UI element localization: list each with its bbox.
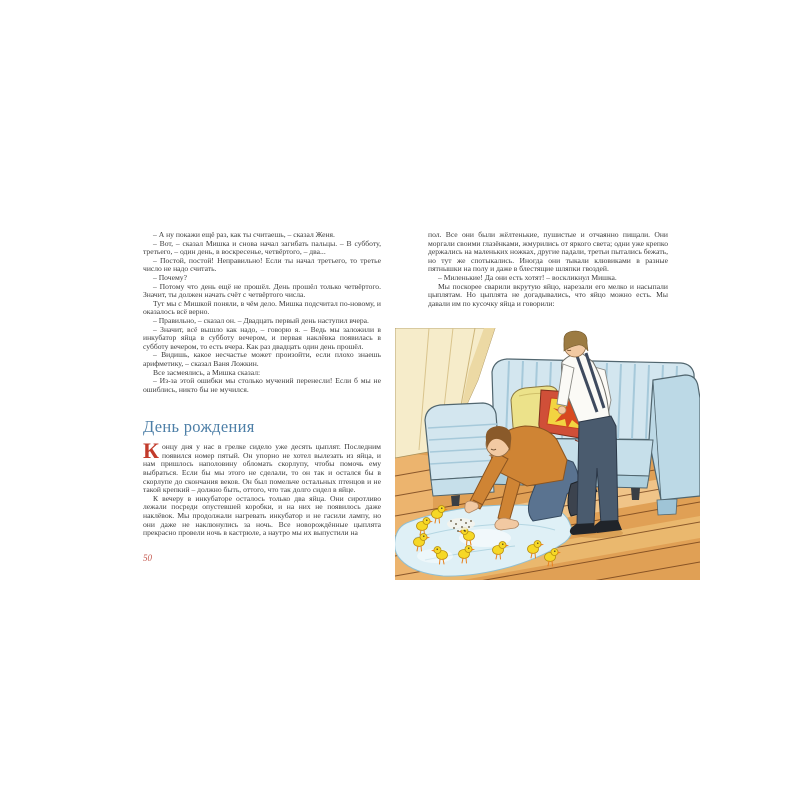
paragraph: – Видишь, какое несчастье может произойти, если плохо знаешь арифметику, – сказал Ваня Ложкин. (143, 350, 381, 368)
paragraph (143, 438, 381, 495)
paragraph: – Миленькие! Да они есть хотят! – воскликнул Мишка. (438, 272, 617, 282)
paragraph: – Из-за этой ошибки мы столько мучений перенесли! Если б мы не ошиблись, никто бы не мучился. (143, 376, 381, 394)
page-number: 50 (143, 553, 152, 563)
paragraph: Все засмеялись, а Мишка сказал: (153, 367, 261, 377)
paragraph: – А ну покажи ещё раз, как ты считаешь, – сказал Женя. (153, 230, 335, 239)
right-page-text (428, 231, 668, 308)
paragraph-text: онцу дня у нас в грелке сидело уже десять цыплят. Последним появился номер пятый. Он упорно не хотел вылезать из яйца, и нам пришлось наполовину обломать скорлупу, чтобы помочь ему выбраться. Если бы мы этого не сделали, то он так и остался бы в скорлупе до скончания веков. Он был помельче остальных птенцов и не такой крепкий – должно быть, оттого, что так долго сидел в яйце. (143, 442, 381, 495)
paragraph: Тут мы с Мишкой поняли, в чём дело. Мишка подсчитал по-новому, и оказалось всё верно. (143, 298, 381, 317)
standing-boy-front-hand (558, 406, 566, 414)
paragraph: – Правильно, – сказал он. – Двадцать первый день наступил вчера. (153, 315, 369, 325)
left-page-text (143, 231, 381, 538)
paragraph: – Значит, всё вышло как надо, – говорю я. – Ведь мы заложили в инкубатор яйца в субботу вечером, и первая наклёвка появилась в субботу вечером, то есть вчера. Как раз двадцать один день прошёл. (143, 324, 381, 351)
drop-cap: К (143, 438, 159, 464)
paragraph: – Вот, – сказал Мишка и снова начал загибать пальцы. – В субботу, третьего, – один день, в воскресенье, четвёртого, – два... (143, 238, 381, 257)
paragraph: Мы поскорее сварили вкрутую яйцо, нарезали его мелко и насыпали цыплятам. Но цыплята не догадывались, что яйцо можно есть. Мы давали им по кусочку яйца и говорили: (428, 281, 668, 308)
paragraph: – Потому что день ещё не прошёл. День прошёл только четвёртого. Значит, ты должен начать счёт с четвёртого числа. (143, 281, 381, 300)
paragraph: – Почему? (153, 272, 187, 282)
paragraph: пол. Все они были жёлтенькие, пушистые и отчаянно пищали. Они моргали своими глазёнками, жмурились от яркого света; одни уже крепко держались на маленьких ножках, другие падали, третьи пытались бежать, но тут же спотыкались. Иногда они тыкали клювиками в разные пятнышки на полу и даже в блестящие шляпки гвоздей. (428, 230, 668, 274)
illustration-boys-feeding-chicks (395, 328, 700, 580)
section-heading: День рождения (143, 417, 255, 437)
paragraph: – Постой, постой! Неправильно! Если ты начал третьего, то третье число не надо считать. (143, 255, 381, 274)
paragraph: К вечеру в инкубаторе осталось только два яйца. Они сиротливо лежали посреди опустевшей коробки, и на них не появилось даже наклёвок. Мы продолжали нагревать инкубатор и не гасили лампу, но они даже не наклюнулись за ночь. Все новорождённые цыплята прекрасно провели ночь в кастрюле, а наутро мы их выпустили на (143, 493, 381, 538)
